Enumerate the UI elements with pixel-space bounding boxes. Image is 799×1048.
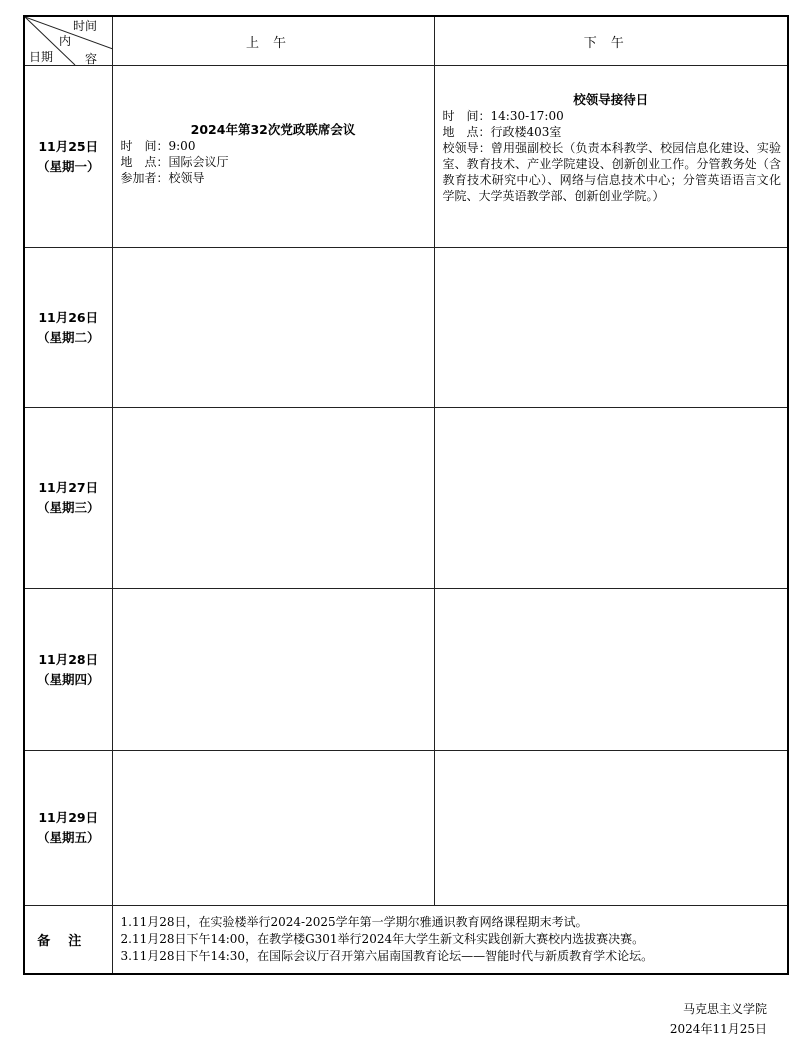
day-row [24, 408, 788, 589]
event-leader: 校领导：曾用强副校长（负责本科教学、校园信息化建设、实验室、教育技术、产业学院建设、创新创业工作。分管教务处（含教育技术研究中心）、网络与信息技术中心；分管英语语言文化学院、大学英语教学部、创新创业学院。） [442, 141, 781, 203]
morning-event-cell [112, 751, 434, 906]
weekday-label: （星期三） [36, 500, 100, 515]
date-cell [24, 751, 112, 906]
corner-time-label: 时间 [73, 19, 98, 33]
weekday-label: （星期五） [36, 830, 100, 845]
event-attendees: 参加者：校领导 [120, 171, 205, 185]
event-title: 校领导接待日 [573, 92, 649, 107]
date-cell [24, 408, 112, 589]
day-row [24, 66, 788, 248]
corner-header-cell [24, 16, 112, 66]
day-row [24, 248, 788, 408]
weekday-label: （星期一） [36, 158, 100, 174]
date-label: 11月25日 [38, 138, 99, 154]
date-label: 11月29日 [38, 810, 99, 825]
remark-item: 3.11月28日下午14:30，在国际会议厅召开第六届南国教育论坛——智能时代与新质教育学术论坛。 [120, 948, 654, 963]
date-cell [24, 589, 112, 751]
weekday-label: （星期四） [36, 671, 100, 687]
afternoon-event-cell [434, 589, 788, 751]
footer-org: 马克思主义学院 [682, 1002, 767, 1016]
afternoon-event-cell [434, 248, 788, 408]
event-location: 地 点：行政楼403室 [442, 125, 562, 139]
afternoon-event-cell [434, 66, 788, 248]
remarks-label: 备注 [24, 906, 112, 974]
morning-header: 上午 [112, 16, 434, 66]
remark-item: 2.11月28日下午14:00，在教学楼G301举行2024年大学生新文科实践创新大赛校内选拔赛决赛。 [120, 931, 645, 946]
morning-event-cell [112, 589, 434, 751]
date-label: 11月26日 [38, 309, 99, 325]
header-row [24, 16, 788, 66]
date-label: 11月27日 [38, 480, 99, 495]
corner-date-label: 日期 [29, 50, 54, 64]
morning-event-cell [112, 248, 434, 408]
afternoon-event-cell [434, 408, 788, 589]
schedule-table [23, 15, 789, 975]
remarks-cell [112, 906, 788, 974]
day-row [24, 751, 788, 906]
weekday-label: （星期二） [36, 329, 100, 345]
corner-content-label: 内 [59, 34, 72, 48]
date-cell [24, 66, 112, 248]
footer-date: 2024年11月25日 [669, 1022, 767, 1036]
date-label: 11月28日 [38, 651, 99, 667]
event-time: 时 间：14:30-17:00 [442, 109, 564, 123]
event-location: 地 点：国际会议厅 [120, 155, 229, 169]
corner-rong-label: 容 [85, 52, 98, 66]
day-row [24, 589, 788, 751]
event-time: 时 间：9:00 [120, 139, 196, 153]
remark-item: 1.11月28日，在实验楼举行2024-2025学年第一学期尔雅通识教育网络课程期末考试。 [120, 914, 588, 929]
date-cell [24, 248, 112, 408]
morning-event-cell [112, 66, 434, 248]
morning-event-cell [112, 408, 434, 589]
afternoon-header: 下午 [434, 16, 788, 66]
event-title: 2024年第32次党政联席会议 [190, 122, 356, 137]
remarks-row [24, 906, 788, 974]
afternoon-event-cell [434, 751, 788, 906]
